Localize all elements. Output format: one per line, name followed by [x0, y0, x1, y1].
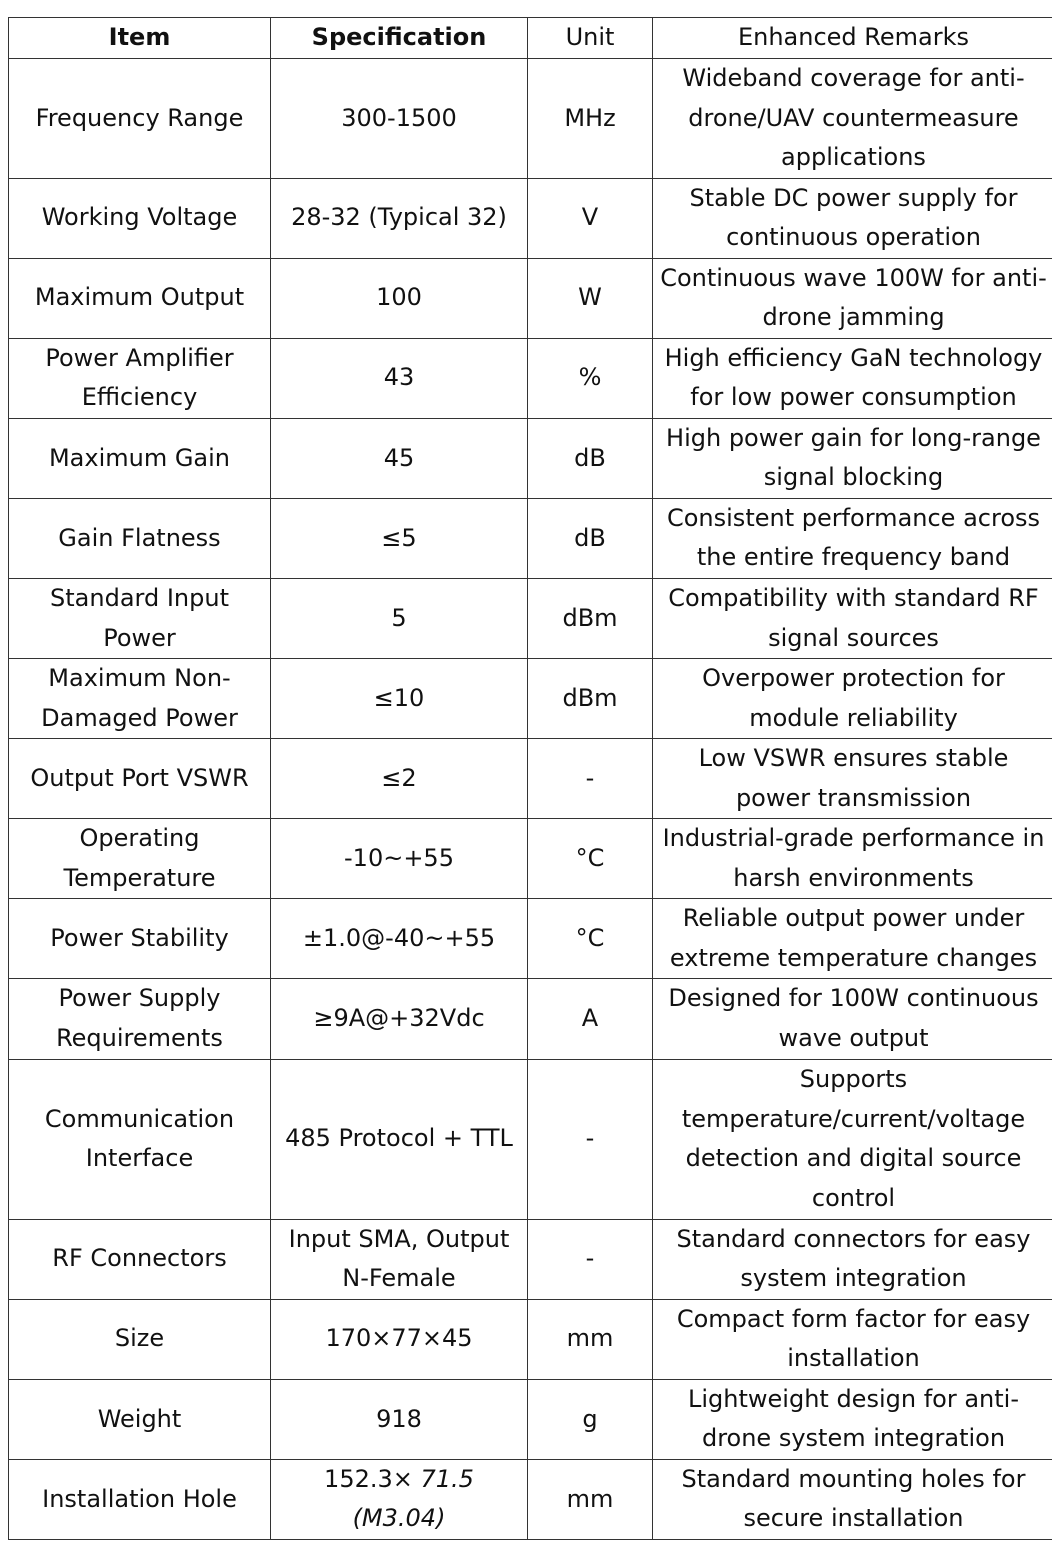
unit-cell: mm	[528, 1459, 653, 1539]
spec-cell	[271, 1459, 528, 1539]
spec-table	[8, 17, 1052, 1540]
table-row	[9, 1379, 1052, 1459]
remarks-cell: Compatibility with standard RF signal sources	[653, 578, 1052, 658]
unit-cell: dBm	[528, 659, 653, 739]
unit-cell: W	[528, 258, 653, 338]
unit-cell: V	[528, 178, 653, 258]
spec-cell: ≥9A@+32Vdc	[271, 979, 528, 1059]
spec-cell: ±1.0@-40~+55	[271, 899, 528, 979]
unit-cell: dB	[528, 418, 653, 498]
remarks-cell: Designed for 100W continuous wave output	[653, 979, 1052, 1059]
item-cell: Working Voltage	[9, 178, 271, 258]
spec-cell: 43	[271, 338, 528, 418]
spec-cell: 170×77×45	[271, 1299, 528, 1379]
unit-cell: -	[528, 1219, 653, 1299]
table-row	[9, 1059, 1052, 1219]
remarks-cell: Stable DC power supply for continuous operation	[653, 178, 1052, 258]
table-row	[9, 1299, 1052, 1379]
spec-cell: 5	[271, 578, 528, 658]
remarks-cell: Reliable output power under extreme temperature changes	[653, 899, 1052, 979]
table-row	[9, 498, 1052, 578]
item-cell: Power Amplifier Efficiency	[9, 338, 271, 418]
item-cell: Size	[9, 1299, 271, 1379]
item-cell: Output Port VSWR	[9, 739, 271, 819]
unit-cell: mm	[528, 1299, 653, 1379]
spec-cell: 485 Protocol + TTL	[271, 1059, 528, 1219]
table-row	[9, 979, 1052, 1059]
remarks-cell: Low VSWR ensures stable power transmission	[653, 739, 1052, 819]
spec-cell: 918	[271, 1379, 528, 1459]
table-row	[9, 178, 1052, 258]
unit-cell: -	[528, 1059, 653, 1219]
table-row	[9, 819, 1052, 899]
item-cell: Power Stability	[9, 899, 271, 979]
unit-cell: %	[528, 338, 653, 418]
remarks-cell: High power gain for long-range signal blocking	[653, 418, 1052, 498]
header-unit: Unit	[528, 18, 653, 59]
unit-cell: dBm	[528, 578, 653, 658]
spec-cell: ≤2	[271, 739, 528, 819]
spec-cell: Input SMA, Output N-Female	[271, 1219, 528, 1299]
spec-main-text: 152.3×	[324, 1464, 413, 1493]
table-row	[9, 338, 1052, 418]
item-cell: Maximum Non-Damaged Power	[9, 659, 271, 739]
unit-cell: g	[528, 1379, 653, 1459]
item-cell: Maximum Output	[9, 258, 271, 338]
item-cell: Standard Input Power	[9, 578, 271, 658]
unit-cell: °C	[528, 819, 653, 899]
remarks-cell: Wideband coverage for anti-drone/UAV countermeasure applications	[653, 59, 1052, 179]
item-cell: Frequency Range	[9, 59, 271, 179]
item-cell: RF Connectors	[9, 1219, 271, 1299]
item-cell: Installation Hole	[9, 1459, 271, 1539]
spec-cell: 28-32 (Typical 32)	[271, 178, 528, 258]
table-row	[9, 578, 1052, 658]
spec-cell: 100	[271, 258, 528, 338]
table-row	[9, 1219, 1052, 1299]
unit-cell: °C	[528, 899, 653, 979]
unit-cell: A	[528, 979, 653, 1059]
item-cell: Gain Flatness	[9, 498, 271, 578]
table-row	[9, 1459, 1052, 1539]
item-cell: Power Supply Requirements	[9, 979, 271, 1059]
spec-cell: 300-1500	[271, 59, 528, 179]
item-cell: Operating Temperature	[9, 819, 271, 899]
item-cell: Weight	[9, 1379, 271, 1459]
item-cell: Communication Interface	[9, 1059, 271, 1219]
unit-cell: dB	[528, 498, 653, 578]
remarks-cell: Standard mounting holes for secure installation	[653, 1459, 1052, 1539]
table-row	[9, 899, 1052, 979]
remarks-cell: Overpower protection for module reliability	[653, 659, 1052, 739]
remarks-cell: High efficiency GaN technology for low power consumption	[653, 338, 1052, 418]
remarks-cell: Supports temperature/current/voltage detection and digital source control	[653, 1059, 1052, 1219]
unit-cell: MHz	[528, 59, 653, 179]
remarks-cell: Compact form factor for easy installation	[653, 1299, 1052, 1379]
spec-cell: ≤10	[271, 659, 528, 739]
unit-cell: -	[528, 739, 653, 819]
remarks-cell: Industrial-grade performance in harsh environments	[653, 819, 1052, 899]
item-cell: Maximum Gain	[9, 418, 271, 498]
spec-cell: ≤5	[271, 498, 528, 578]
remarks-cell: Continuous wave 100W for anti-drone jamming	[653, 258, 1052, 338]
remarks-cell: Consistent performance across the entire frequency band	[653, 498, 1052, 578]
header-specification: Specification	[271, 18, 528, 59]
spec-cell: -10~+55	[271, 819, 528, 899]
header-item: Item	[9, 18, 271, 59]
table-row	[9, 739, 1052, 819]
spec-italic-text: 71.5 (M3.04)	[352, 1464, 474, 1533]
table-row	[9, 258, 1052, 338]
remarks-cell: Standard connectors for easy system integration	[653, 1219, 1052, 1299]
header-remarks: Enhanced Remarks	[653, 18, 1052, 59]
remarks-cell: Lightweight design for anti-drone system integration	[653, 1379, 1052, 1459]
spec-cell: 45	[271, 418, 528, 498]
header-row	[9, 18, 1052, 59]
table-row	[9, 59, 1052, 179]
table-row	[9, 418, 1052, 498]
table-row	[9, 659, 1052, 739]
